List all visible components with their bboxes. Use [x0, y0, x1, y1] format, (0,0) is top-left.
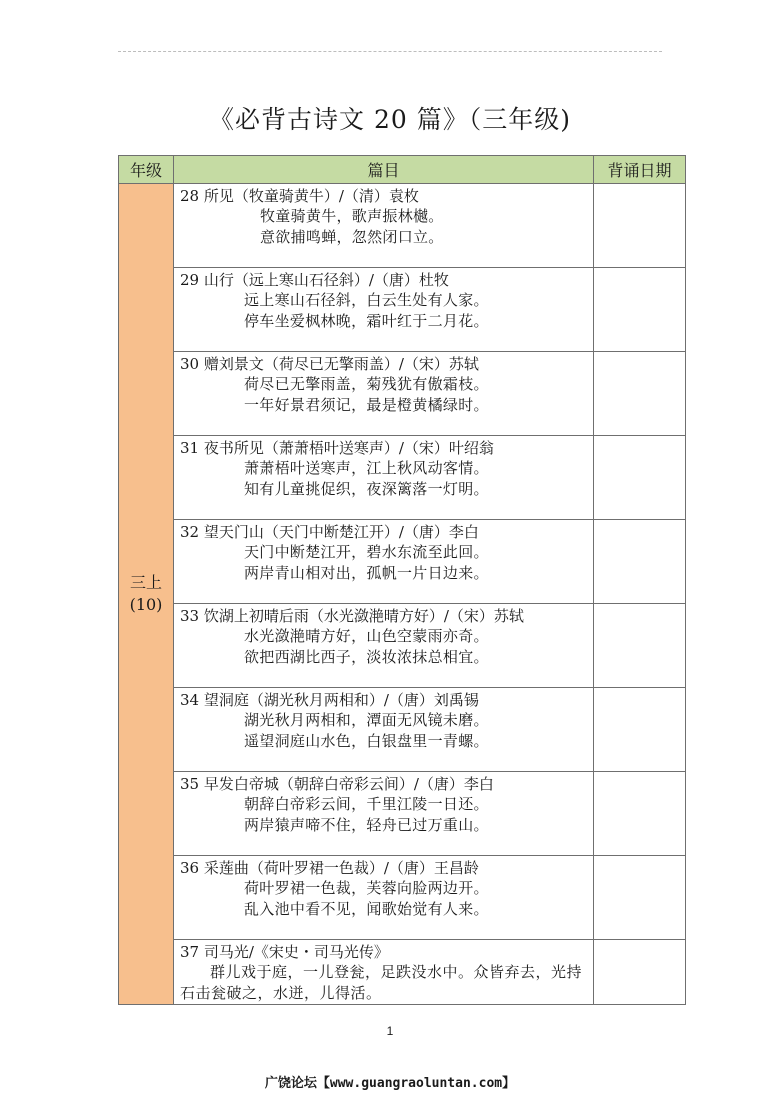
poem-line: 水光潋滟晴方好，山色空蒙雨亦奇。 — [244, 627, 489, 645]
date-cell[interactable] — [594, 436, 686, 520]
poem-line: 天门中断楚江开，碧水东流至此回。 — [244, 543, 489, 561]
poem-cell — [174, 436, 594, 520]
poem-heading: 29 山行（远上寒山石径斜）/（唐）杜牧 — [180, 271, 449, 289]
date-cell[interactable] — [594, 184, 686, 268]
table-row — [119, 772, 686, 856]
date-cell[interactable] — [594, 772, 686, 856]
header-date: 背诵日期 — [594, 156, 686, 184]
poem-line: 遥望洞庭山水色，白银盘里一青螺。 — [244, 731, 489, 750]
date-cell[interactable] — [594, 268, 686, 352]
poem-line: 停车坐爱枫林晚，霜叶红于二月花。 — [244, 311, 489, 330]
header-row — [119, 156, 686, 184]
date-cell[interactable] — [594, 520, 686, 604]
poem-line: 湖光秋月两相和，潭面无风镜未磨。 — [244, 711, 489, 729]
poem-cell — [174, 604, 594, 688]
page-title: 《必背古诗文 20 篇》（三年级) — [209, 105, 571, 134]
poem-line: 远上寒山石径斜，白云生处有人家。 — [244, 291, 489, 309]
poem-line: 朝辞白帝彩云间，千里江陵一日还。 — [244, 795, 489, 813]
table-row — [119, 604, 686, 688]
table-row — [119, 520, 686, 604]
table-row — [119, 436, 686, 520]
poem-line: 知有儿童挑促织，夜深篱落一灯明。 — [244, 479, 489, 498]
poem-cell — [174, 352, 594, 436]
poem-line: 牧童骑黄牛，歌声振林樾。 — [260, 207, 444, 225]
poem-heading: 32 望天门山（天门中断楚江开）/（唐）李白 — [180, 523, 479, 541]
poem-table — [118, 155, 686, 1005]
poem-line: 两岸猿声啼不住，轻舟已过万重山。 — [244, 815, 489, 834]
table-row — [119, 184, 686, 268]
date-cell[interactable] — [594, 688, 686, 772]
poem-line: 欲把西湖比西子，淡妆浓抹总相宜。 — [244, 647, 489, 666]
poem-cell — [174, 520, 594, 604]
table-row — [119, 268, 686, 352]
poem-cell — [174, 772, 594, 856]
date-cell[interactable] — [594, 604, 686, 688]
table-row — [119, 352, 686, 436]
poem-heading: 35 早发白帝城（朝辞白帝彩云间）/（唐）李白 — [180, 775, 494, 793]
poem-line: 意欲捕鸣蝉，忽然闭口立。 — [260, 227, 444, 246]
prose-line: 群儿戏于庭，一儿登瓮，足跌没水中。众皆弃去，光持 — [210, 963, 583, 981]
footer-text: 广饶论坛【www.guangraoluntan.com】 — [264, 1076, 516, 1091]
poem-cell — [174, 268, 594, 352]
date-cell[interactable] — [594, 352, 686, 436]
prose-heading: 37 司马光/《宋史・司马光传》 — [180, 943, 389, 961]
poem-cell — [174, 688, 594, 772]
poem-line: 一年好景君须记，最是橙黄橘绿时。 — [244, 395, 489, 414]
poem-cell — [174, 184, 594, 268]
poem-line: 荷叶罗裙一色裁，芙蓉向脸两边开。 — [244, 879, 489, 897]
poem-heading: 28 所见（牧童骑黄牛）/（清）袁枚 — [180, 187, 419, 205]
top-rule — [118, 51, 662, 52]
poem-line: 萧萧梧叶送寒声，江上秋风动客情。 — [244, 459, 489, 477]
poem-heading: 33 饮湖上初晴后雨（水光潋滟晴方好）/（宋）苏轼 — [180, 607, 524, 625]
poem-heading: 31 夜书所见（萧萧梧叶送寒声）/（宋）叶绍翁 — [180, 439, 494, 457]
table-row — [119, 856, 686, 940]
header-grade: 年级 — [119, 156, 174, 184]
header-title: 篇目 — [174, 156, 594, 184]
prose-line: 石击瓮破之，水迸，儿得活。 — [180, 984, 382, 1002]
page-number: 1 — [386, 1024, 394, 1038]
grade-name: 三上 — [129, 573, 162, 592]
poem-cell — [174, 856, 594, 940]
poem-line: 乱入池中看不见，闻歌始觉有人来。 — [244, 899, 489, 918]
poem-line: 两岸青山相对出，孤帆一片日边来。 — [244, 563, 489, 582]
table-row — [119, 940, 686, 1005]
poem-heading: 34 望洞庭（湖光秋月两相和）/（唐）刘禹锡 — [180, 691, 479, 709]
grade-cell — [119, 184, 174, 1005]
date-cell[interactable] — [594, 940, 686, 1005]
date-cell[interactable] — [594, 856, 686, 940]
prose-cell — [174, 940, 594, 1005]
poem-heading: 36 采莲曲（荷叶罗裙一色裁）/（唐）王昌龄 — [180, 859, 479, 877]
grade-count: (10) — [129, 595, 163, 614]
poem-heading: 30 赠刘景文（荷尽已无擎雨盖）/（宋）苏轼 — [180, 355, 479, 373]
table-row — [119, 688, 686, 772]
poem-line: 荷尽已无擎雨盖，菊残犹有傲霜枝。 — [244, 375, 489, 393]
